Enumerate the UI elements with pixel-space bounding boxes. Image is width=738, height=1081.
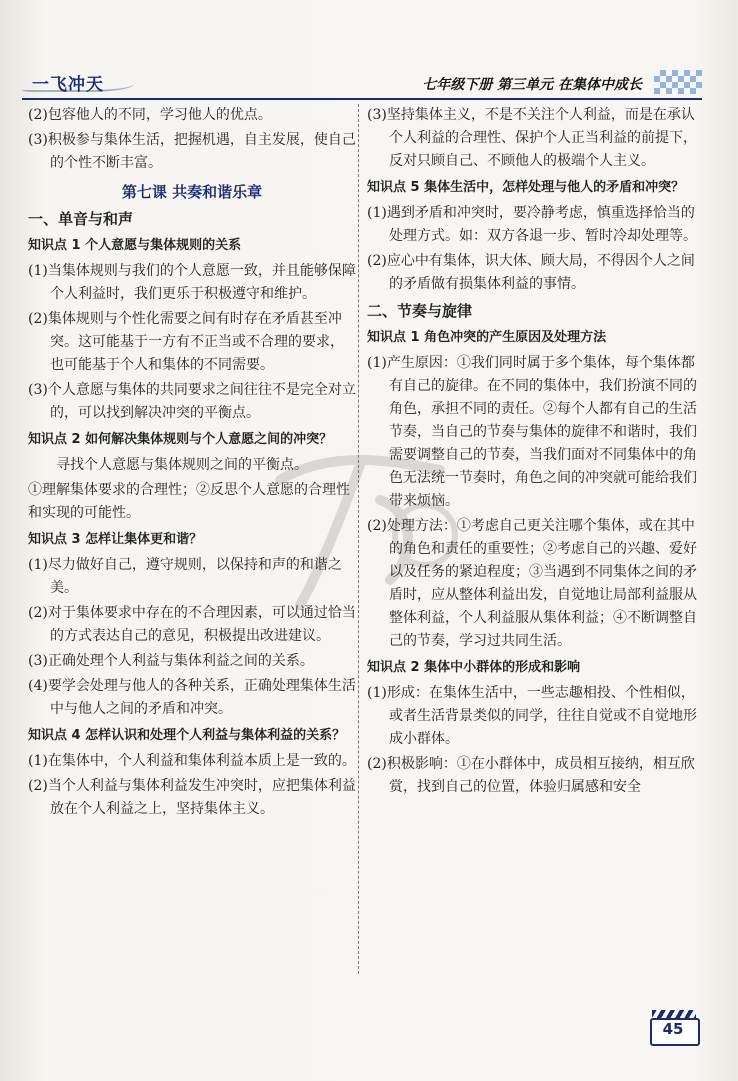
- column-divider: [358, 104, 359, 974]
- paragraph: (2)集体规则与个性化需要之间有时存在矛盾甚至冲突。这可能基于一方有不正当或不合理的要求，也可能基于个人和集体的不同需要。: [28, 311, 344, 373]
- unit-title: 七年级下册 第三单元 在集体中成长: [422, 77, 642, 93]
- paragraph: (1)遇到矛盾和冲突时，要冷静考虑，慎重选择恰当的处理方式。如：双方各退一步、暂时冷却处理等。: [367, 205, 697, 244]
- paragraph: (1)产生原因：①我们同时属于多个集体，每个集体都有自己的旋律。在不同的集体中，我们扮演不同的角色，承担不同的责任。②每个人都有自己的生活节奏，当自己的节奏与集体的旋律不和谐时，我们需要调整自己的节奏，当我们面对不同集体中的角色无法统一节奏时，角色之间的冲突就可能给我们带来烦恼。: [367, 355, 697, 509]
- header-rule: [22, 98, 702, 100]
- paragraph: (2)对于集体要求中存在的不合理因素，可以通过恰当的方式表达自己的意见，积极提出改进建议。: [28, 605, 356, 644]
- page-number: 45: [662, 1020, 684, 1038]
- page-number-badge: [650, 1010, 700, 1046]
- section-heading: 二、节奏与旋律: [367, 302, 473, 320]
- paragraph: (2)应心中有集体，识大体、顾大局，不得因个人之间的矛盾做有损集体利益的事情。: [367, 253, 695, 292]
- paragraph: 寻找个人意愿与集体规则之间的平衡点。: [56, 457, 308, 473]
- knowledge-point-heading: 知识点 2 如何解决集体规则与个人意愿之间的冲突？: [28, 432, 333, 447]
- paragraph: ①理解集体要求的合理性；②反思个人意愿的合理性和实现的可能性。: [28, 482, 350, 521]
- paragraph: (1)在集体中，个人利益和集体利益本质上是一致的。: [28, 753, 356, 769]
- paragraph: (2)处理方法：①考虑自己更关注哪个集体，或在其中的角色和责任的重要性；②考虑自己的兴趣、爱好以及任务的紧迫程度；③当遇到不同集体之间的矛盾时，应从整体利益出发，自觉地让局部利益服从整体利益，个人利益服从集体利益；④不断调整自己的节奏，学习过共同生活。: [367, 518, 697, 649]
- paragraph: (3)坚持集体主义，不是不关注个人利益，而是在承认个人利益的合理性、保护个人正当利益的前提下，反对只顾自己、不顾他人的极端个人主义。: [367, 107, 697, 169]
- paragraph: (2)积极影响：①在小群体中，成员相互接纳，相互欣赏，找到自己的位置，体验归属感和安全: [367, 756, 695, 795]
- left-column: [28, 104, 356, 823]
- paragraph: (1)尽力做好自己，遵守规则，以保持和声的和谐之美。: [28, 557, 342, 596]
- lesson-title: 第七课 共奏和谐乐章: [121, 183, 263, 201]
- knowledge-point-heading: 知识点 3 怎样让集体更和谐？: [28, 532, 203, 547]
- knowledge-point-heading: 知识点 1 个人意愿与集体规则的关系: [28, 238, 242, 253]
- page-header: [22, 68, 702, 98]
- knowledge-point-heading: 知识点 4 怎样认识和处理个人利益与集体利益的关系？: [28, 728, 346, 743]
- paragraph: (1)当集体规则与我们的个人意愿一致，并且能够保障个人利益时，我们更乐于积极遵守和维护。: [28, 263, 356, 302]
- paragraph: (3)个人意愿与集体的共同要求之间往往不是完全对立的，可以找到解决冲突的平衡点。: [28, 382, 356, 421]
- paragraph: (3)积极参与集体生活，把握机遇，自主发展，使自己的个性不断丰富。: [28, 132, 356, 171]
- knowledge-point-heading: 知识点 1 角色冲突的产生原因及处理方法: [367, 330, 607, 345]
- brand-logo-text: 一飞冲天: [32, 75, 104, 95]
- knowledge-point-heading: 知识点 2 集体中小群体的形成和影响: [367, 660, 581, 675]
- right-column: [367, 104, 697, 801]
- paragraph: (4)要学会处理与他人的各种关系，正确处理集体生活中与他人之间的矛盾和冲突。: [28, 678, 356, 717]
- paragraph: (2)当个人利益与集体利益发生冲突时，应把集体利益放在个人利益之上，坚持集体主义。: [28, 778, 356, 817]
- section-heading: 一、单音与和声: [28, 210, 134, 228]
- paragraph: (3)正确处理个人利益与集体利益之间的关系。: [28, 653, 314, 669]
- paragraph: (2)包容他人的不同，学习他人的优点。: [28, 107, 272, 123]
- checker-pattern-icon: [654, 70, 702, 94]
- knowledge-point-heading: 知识点 5 集体生活中，怎样处理与他人的矛盾和冲突？: [367, 180, 685, 195]
- paragraph: (1)形成：在集体生活中，一些志趣相投、个性相似，或者生活背景类似的同学，往往自觉或不自觉地形成小群体。: [367, 685, 697, 747]
